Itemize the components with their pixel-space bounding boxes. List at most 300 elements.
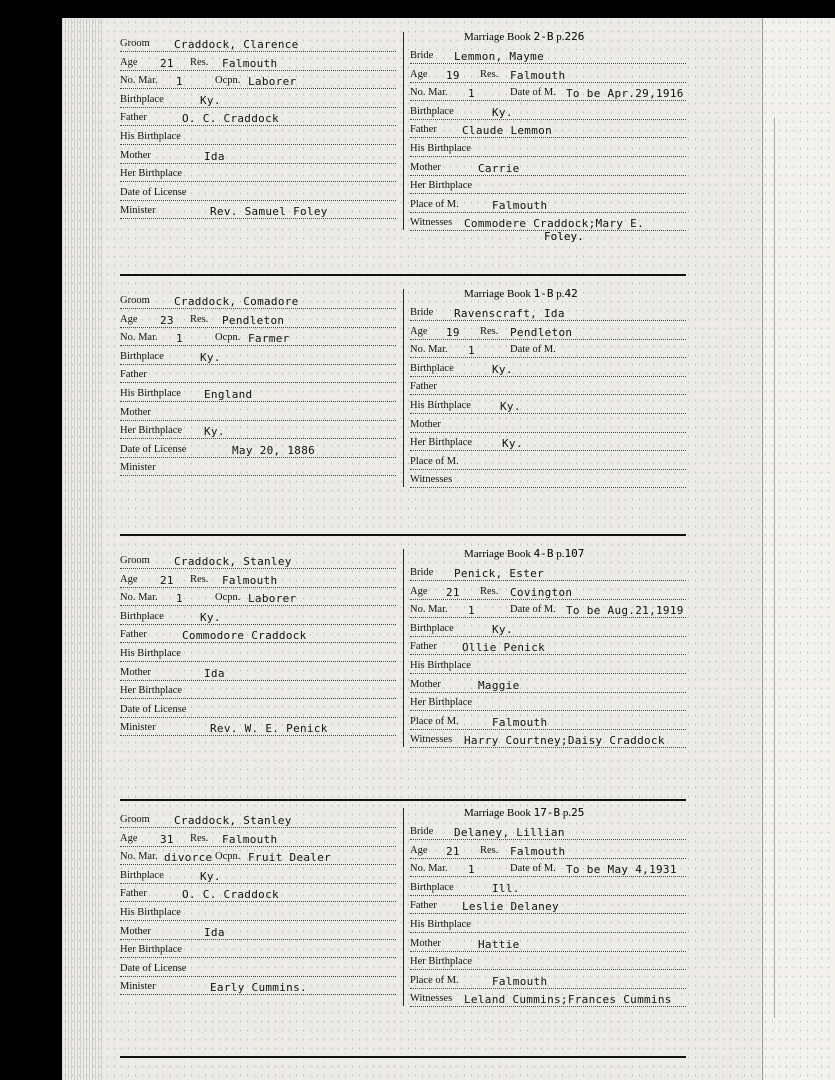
form-row <box>410 400 686 418</box>
form-row <box>120 685 396 703</box>
age-label: Age <box>120 832 138 844</box>
fill-line <box>410 175 686 176</box>
form-row <box>120 629 396 647</box>
form-row <box>120 112 396 130</box>
her-birthplace-label: Her Birthplace <box>410 437 473 449</box>
age-label: Age <box>120 313 138 325</box>
res-label: Res. <box>190 832 209 844</box>
fill-line <box>410 913 686 914</box>
form-row <box>120 870 396 888</box>
scan-edge <box>62 18 102 1080</box>
his-birthplace-label: His Birthplace <box>410 143 471 154</box>
form-row <box>410 938 686 956</box>
fill-line <box>410 747 686 748</box>
groom-label: Groom <box>120 814 150 825</box>
fill-line <box>120 717 396 718</box>
form-row <box>120 38 396 56</box>
bride-father: Claude Lemmon <box>462 124 552 138</box>
date-of-m-label: Date of M. <box>510 87 556 99</box>
fill-line <box>120 401 396 402</box>
bride-place-of-marriage: Falmouth <box>492 715 548 729</box>
form-row <box>410 381 686 399</box>
place-of-m-label: Place of M. <box>410 455 459 467</box>
fill-line <box>410 469 686 470</box>
marriage-book-number: 2-B <box>533 30 554 43</box>
fill-line <box>120 827 396 828</box>
fill-line <box>410 119 686 120</box>
birthplace-label: Birthplace <box>410 362 454 374</box>
form-row <box>120 388 396 406</box>
minister-label: Minister <box>120 462 156 474</box>
date-of-license-label: Date of License <box>120 186 187 198</box>
page-label: p. <box>556 288 565 300</box>
groom-name: Craddock, Stanley <box>174 814 292 827</box>
age-label: Age <box>410 325 428 337</box>
form-row <box>410 660 686 678</box>
ocpn-label: Ocpn. <box>215 332 241 344</box>
form-row <box>410 641 686 659</box>
page-label: p. <box>556 548 565 560</box>
witnesses-label: Witnesses <box>410 734 453 746</box>
bride-no-mar: 1 <box>468 87 475 101</box>
form-row <box>120 369 396 387</box>
fill-line <box>120 345 396 346</box>
her-birthplace-label: Her Birthplace <box>120 168 183 180</box>
bride-label: Bride <box>410 307 434 318</box>
groom-age: 21 <box>160 56 174 70</box>
her-birthplace-label: Her Birthplace <box>410 956 473 968</box>
place-of-m-label: Place of M. <box>410 974 459 986</box>
column-divider <box>403 32 404 230</box>
bride-label: Bride <box>410 50 434 61</box>
form-row <box>410 162 686 180</box>
form-row <box>410 106 686 124</box>
minister-label: Minister <box>120 722 156 734</box>
form-row <box>120 722 396 740</box>
bride-no-mar: 1 <box>468 604 475 618</box>
record-separator <box>120 534 686 536</box>
father-label: Father <box>410 641 437 653</box>
form-row <box>410 604 686 622</box>
fill-line <box>410 100 686 101</box>
bride-no-mar: 1 <box>468 344 475 358</box>
birthplace-label: Birthplace <box>120 350 164 362</box>
her-birthplace-label: Her Birthplace <box>120 944 183 956</box>
marriage-book-ref <box>464 806 584 819</box>
res-label: Res. <box>480 585 499 597</box>
date-of-m-label: Date of M. <box>510 604 556 616</box>
groom-occupation: Laborer <box>248 75 297 89</box>
fill-line <box>410 394 686 395</box>
form-row <box>410 845 686 863</box>
groom-father: Commodore Craddock <box>182 629 307 643</box>
form-row <box>410 143 686 161</box>
fill-line <box>120 218 396 219</box>
marriage-book-number: 4-B <box>533 547 554 560</box>
ocpn-label: Ocpn. <box>215 75 241 87</box>
fill-line <box>410 969 686 970</box>
form-row <box>410 69 686 87</box>
fill-line <box>410 376 686 377</box>
date-of-m-label: Date of M. <box>510 863 556 875</box>
birthplace-label: Birthplace <box>410 881 454 893</box>
form-row <box>410 437 686 455</box>
witnesses-label: Witnesses <box>410 474 453 486</box>
fill-line <box>120 364 396 365</box>
fill-line <box>410 839 686 840</box>
form-row <box>410 50 686 68</box>
form-row <box>120 648 396 666</box>
form-row <box>120 981 396 999</box>
fill-line <box>120 308 396 309</box>
bride-father: Leslie Delaney <box>462 900 559 914</box>
fill-line <box>410 580 686 581</box>
marriage-book-page: 42 <box>564 287 578 300</box>
form-row <box>120 926 396 944</box>
fill-line <box>410 895 686 896</box>
bride-mother-birthplace: Ky. <box>502 437 523 451</box>
groom-no-mar: 1 <box>176 592 183 606</box>
age-label: Age <box>410 68 428 80</box>
groom-occupation: Laborer <box>248 592 297 606</box>
form-row <box>120 462 396 480</box>
form-row <box>120 407 396 425</box>
no-mar-label: No. Mar. <box>120 332 158 344</box>
fill-line <box>120 438 396 439</box>
form-row <box>410 697 686 715</box>
witnesses-label: Witnesses <box>410 993 453 1005</box>
his-birthplace-label: His Birthplace <box>120 648 181 659</box>
bride-mother: Carrie <box>478 161 520 175</box>
birthplace-label: Birthplace <box>120 610 164 622</box>
fill-line <box>120 957 396 958</box>
form-row <box>120 592 396 610</box>
no-mar-label: No. Mar. <box>410 863 448 875</box>
form-row <box>410 679 686 697</box>
father-label: Father <box>120 369 147 381</box>
groom-no-mar: 1 <box>176 332 183 346</box>
mother-label: Mother <box>120 406 151 418</box>
groom-no-mar: 1 <box>176 75 183 89</box>
form-row <box>120 351 396 369</box>
age-label: Age <box>410 844 428 856</box>
fill-line <box>410 654 686 655</box>
res-label: Res. <box>480 68 499 80</box>
no-mar-label: No. Mar. <box>410 344 448 356</box>
groom-label: Groom <box>120 38 150 49</box>
marriage-book-page: 226 <box>564 30 585 43</box>
marriage-book-page: 107 <box>564 547 585 560</box>
groom-father: O. C. Craddock <box>182 112 279 126</box>
fill-line <box>120 51 396 52</box>
fill-line <box>410 988 686 989</box>
bride-residence: Falmouth <box>510 844 566 858</box>
form-row <box>120 332 396 350</box>
form-row <box>120 75 396 93</box>
bride-mother: Maggie <box>478 678 520 692</box>
strip-rule <box>774 118 775 1018</box>
bride-name: Penick, Ester <box>454 567 544 580</box>
his-birthplace-label: His Birthplace <box>120 907 181 918</box>
ocpn-label: Ocpn. <box>215 851 241 863</box>
form-row <box>410 863 686 881</box>
her-birthplace-label: Her Birthplace <box>120 685 183 697</box>
birthplace-label: Birthplace <box>410 622 454 634</box>
form-row <box>410 975 686 993</box>
fill-line <box>410 137 686 138</box>
record-separator <box>120 1056 686 1058</box>
fill-line <box>120 382 396 383</box>
date-of-license-label: Date of License <box>120 962 187 974</box>
groom-age: 21 <box>160 573 174 587</box>
fill-line <box>410 82 686 83</box>
groom-minister: Early Cummins. <box>210 981 307 995</box>
mother-label: Mother <box>120 925 151 937</box>
his-birthplace-label: His Birthplace <box>410 919 471 930</box>
groom-no-mar: divorce <box>164 851 213 865</box>
res-label: Res. <box>190 313 209 325</box>
fill-line <box>120 144 396 145</box>
form-row <box>410 623 686 641</box>
bride-witnesses: Commodere Craddock;Mary E. <box>464 217 644 231</box>
fill-line <box>410 617 686 618</box>
res-label: Res. <box>480 844 499 856</box>
age-label: Age <box>120 573 138 585</box>
bride-age: 19 <box>446 68 460 82</box>
fill-line <box>410 339 686 340</box>
marriage-book-page: 25 <box>571 806 585 819</box>
form-row <box>410 882 686 900</box>
father-label: Father <box>120 888 147 900</box>
form-row <box>120 205 396 223</box>
fill-line <box>410 673 686 674</box>
fill-line <box>120 181 396 182</box>
form-row <box>120 833 396 851</box>
adjacent-page-strip <box>762 18 835 1080</box>
marriage-book-number: 1-B <box>533 287 554 300</box>
his-birthplace-label: His Birthplace <box>120 388 181 399</box>
her-birthplace-label: Her Birthplace <box>120 425 183 437</box>
mother-label: Mother <box>410 678 441 690</box>
groom-father: O. C. Craddock <box>182 888 279 902</box>
ocpn-label: Ocpn. <box>215 592 241 604</box>
fill-line <box>410 951 686 952</box>
fill-line <box>120 624 396 625</box>
father-label: Father <box>410 900 437 912</box>
fill-line <box>410 1006 686 1007</box>
fill-line <box>410 729 686 730</box>
form-row <box>410 307 686 325</box>
groom-residence: Falmouth <box>222 56 278 70</box>
form-row <box>120 814 396 832</box>
father-label: Father <box>410 381 437 393</box>
fill-line <box>410 692 686 693</box>
bride-label: Bride <box>410 567 434 578</box>
birthplace-label: Birthplace <box>120 93 164 105</box>
his-birthplace-label: His Birthplace <box>120 131 181 142</box>
fill-line <box>120 88 396 89</box>
column-divider <box>403 808 404 1006</box>
form-row <box>410 716 686 734</box>
place-of-m-label: Place of M. <box>410 198 459 210</box>
groom-date-of-license: May 20, 1886 <box>232 443 316 457</box>
form-row <box>120 131 396 149</box>
form-row <box>410 87 686 105</box>
bride-date-of-marriage: To be Apr.29,1916 <box>566 87 684 101</box>
fill-line <box>120 846 396 847</box>
bride-name: Lemmon, Mayme <box>454 50 544 63</box>
form-row <box>410 993 686 1011</box>
form-row <box>120 888 396 906</box>
groom-father-birthplace: England <box>204 388 253 401</box>
minister-label: Minister <box>120 981 156 993</box>
groom-occupation: Fruit Dealer <box>248 851 332 865</box>
page-label: p. <box>556 31 565 43</box>
no-mar-label: No. Mar. <box>120 75 158 87</box>
fill-line <box>120 125 396 126</box>
minister-label: Minister <box>120 205 156 217</box>
bride-witnesses-continued: Foley. <box>544 230 584 244</box>
res-label: Res. <box>190 56 209 68</box>
form-row <box>120 444 396 462</box>
bride-age: 21 <box>446 844 460 858</box>
bride-birthplace: Ky. <box>492 362 513 376</box>
groom-mother: Ida <box>204 925 225 939</box>
mother-label: Mother <box>410 161 441 173</box>
form-row <box>120 704 396 722</box>
res-label: Res. <box>190 573 209 585</box>
bride-date-of-marriage: To be Aug.21,1919 <box>566 604 684 618</box>
marriage-book-label: Marriage Book <box>464 807 531 819</box>
fill-line <box>120 568 396 569</box>
mother-label: Mother <box>410 937 441 949</box>
form-row <box>410 199 686 217</box>
form-row <box>120 667 396 685</box>
fill-line <box>410 487 686 488</box>
age-label: Age <box>120 56 138 68</box>
bride-residence: Pendleton <box>510 325 573 339</box>
bride-age: 19 <box>446 325 460 339</box>
marriage-book-label: Marriage Book <box>464 31 531 43</box>
fill-line <box>120 327 396 328</box>
fill-line <box>410 710 686 711</box>
marriage-book-ref <box>464 30 584 43</box>
marriage-book-label: Marriage Book <box>464 288 531 300</box>
bride-name: Delaney, Lillian <box>454 826 565 839</box>
fill-line <box>120 680 396 681</box>
fill-line <box>410 636 686 637</box>
date-of-license-label: Date of License <box>120 443 187 455</box>
fill-line <box>410 320 686 321</box>
fill-line <box>120 587 396 588</box>
form-row <box>410 344 686 362</box>
father-label: Father <box>120 112 147 124</box>
form-row <box>120 150 396 168</box>
groom-label: Groom <box>120 295 150 306</box>
fill-line <box>120 661 396 662</box>
fill-line <box>410 932 686 933</box>
marriage-book-ref <box>464 547 584 560</box>
bride-mother: Hattie <box>478 937 520 951</box>
form-row <box>410 826 686 844</box>
res-label: Res. <box>480 325 499 337</box>
date-of-license-label: Date of License <box>120 703 187 715</box>
fill-line <box>410 156 686 157</box>
form-row <box>120 57 396 75</box>
groom-mother: Ida <box>204 149 225 163</box>
bride-label: Bride <box>410 826 434 837</box>
fill-line <box>410 413 686 414</box>
groom-residence: Falmouth <box>222 573 278 587</box>
groom-name: Craddock, Comadore <box>174 295 299 308</box>
bride-witnesses: Harry Courtney;Daisy Craddock <box>464 734 665 748</box>
fill-line <box>120 475 396 476</box>
form-row <box>410 586 686 604</box>
fill-line <box>120 642 396 643</box>
fill-line <box>120 70 396 71</box>
place-of-m-label: Place of M. <box>410 715 459 727</box>
fill-line <box>120 163 396 164</box>
fill-line <box>120 920 396 921</box>
bride-witnesses: Leland Cummins;Frances Cummins <box>464 993 672 1007</box>
form-row <box>120 425 396 443</box>
groom-name: Craddock, Stanley <box>174 555 292 568</box>
form-row <box>410 363 686 381</box>
groom-minister: Rev. W. E. Penick <box>210 722 328 736</box>
form-row <box>410 956 686 974</box>
groom-birthplace: Ky. <box>200 93 221 107</box>
fill-line <box>120 939 396 940</box>
form-row <box>410 124 686 142</box>
form-row <box>120 168 396 186</box>
form-row <box>120 963 396 981</box>
record-separator <box>120 274 686 276</box>
fill-line <box>120 420 396 421</box>
groom-birthplace: Ky. <box>200 610 221 624</box>
age-label: Age <box>410 585 428 597</box>
form-row <box>120 907 396 925</box>
form-row <box>410 567 686 585</box>
bride-age: 21 <box>446 585 460 599</box>
fill-line <box>120 901 396 902</box>
mother-label: Mother <box>120 666 151 678</box>
his-birthplace-label: His Birthplace <box>410 400 471 411</box>
fill-line <box>120 864 396 865</box>
groom-age: 23 <box>160 313 174 327</box>
fill-line <box>410 599 686 600</box>
fill-line <box>410 357 686 358</box>
groom-residence: Pendleton <box>222 313 285 327</box>
groom-label: Groom <box>120 555 150 566</box>
groom-mother: Ida <box>204 666 225 680</box>
fill-line <box>120 457 396 458</box>
fill-line <box>410 876 686 877</box>
groom-occupation: Farmer <box>248 332 290 346</box>
fill-line <box>120 698 396 699</box>
bride-birthplace: Ky. <box>492 622 513 636</box>
mother-label: Mother <box>120 149 151 161</box>
form-row <box>410 734 686 752</box>
bride-birthplace: Ill. <box>492 881 520 895</box>
form-row <box>410 419 686 437</box>
fill-line <box>410 450 686 451</box>
groom-residence: Falmouth <box>222 832 278 846</box>
form-row <box>410 456 686 474</box>
record-separator <box>120 799 686 801</box>
form-row <box>410 474 686 492</box>
bride-residence: Covington <box>510 585 573 599</box>
form-row <box>120 295 396 313</box>
